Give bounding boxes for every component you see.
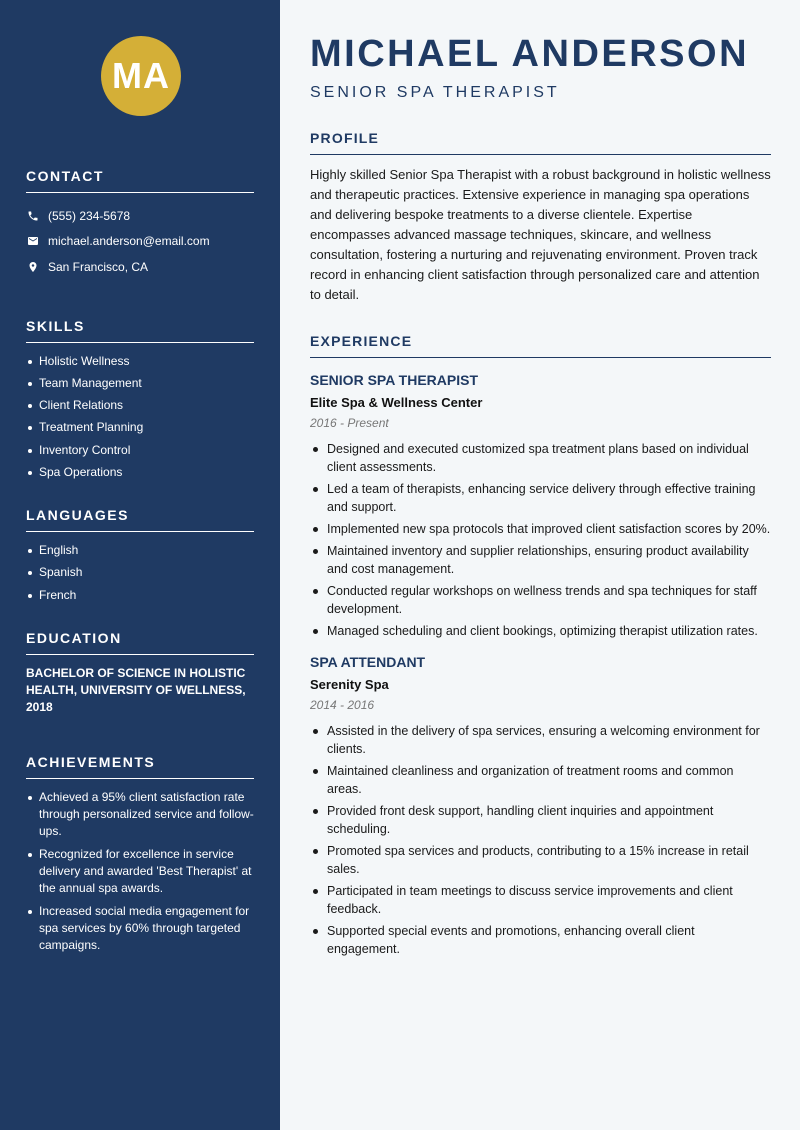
email-icon	[26, 234, 40, 248]
contact-phone	[26, 203, 254, 229]
sidebar	[0, 0, 280, 1130]
job-entry	[310, 654, 771, 958]
achievements-section	[26, 754, 254, 954]
languages-list	[26, 542, 254, 604]
skills-heading: SKILLS	[26, 318, 254, 343]
list-item: Achieved a 95% client satisfaction rate through personalized service and follow-ups.	[26, 789, 254, 840]
list-item: Led a team of therapists, enhancing service delivery through effective training and support.	[310, 480, 771, 516]
avatar-initials: MA	[112, 55, 170, 96]
list-item: Provided front desk support, handling client inquiries and appointment scheduling.	[310, 802, 771, 838]
profile-text: Highly skilled Senior Spa Therapist with a robust background in holistic wellness and therapeutic practices. Extensive experience in managing spa operations and delivering bespoke treatments to a diverse clientele. Expertise encompasses advanced massage techniques, skincare, and wellness consultation, fostering a nurturing and rejuvenating environment. Proven track record in enhancing client satisfaction through personalized care and attention to detail.	[310, 167, 771, 302]
experience-section	[310, 333, 771, 958]
achievements-heading: ACHIEVEMENTS	[26, 754, 254, 779]
company-name: Elite Spa & Wellness Center	[310, 395, 483, 410]
contact-heading: CONTACT	[26, 168, 254, 193]
list-item: Team Management	[26, 375, 254, 392]
email-text[interactable]: michael.anderson@email.com	[48, 234, 210, 249]
education-heading: EDUCATION	[26, 630, 254, 655]
list-item: Treatment Planning	[26, 419, 254, 436]
list-item: Maintained cleanliness and organization of treatment rooms and common areas.	[310, 762, 771, 798]
profile-heading: PROFILE	[310, 130, 771, 155]
list-item: French	[26, 587, 254, 604]
list-item: Holistic Wellness	[26, 353, 254, 370]
list-item: Spa Operations	[26, 464, 254, 481]
contact-section	[26, 168, 254, 280]
job-entry	[310, 372, 771, 640]
job-dates: 2014 - 2016	[310, 698, 375, 712]
list-item: Managed scheduling and client bookings, optimizing therapist utilization rates.	[310, 622, 771, 640]
list-item: Maintained inventory and supplier relationships, ensuring product availability and cost management.	[310, 542, 771, 578]
list-item: Conducted regular workshops on wellness trends and spa techniques for staff development.	[310, 582, 771, 618]
list-item: Participated in team meetings to discuss service improvements and client feedback.	[310, 882, 771, 918]
location-pin-icon	[26, 260, 40, 274]
list-item: Implemented new spa protocols that improved client satisfaction scores by 20%.	[310, 520, 771, 538]
languages-heading: LANGUAGES	[26, 507, 254, 532]
contact-location	[26, 254, 254, 280]
list-item: Designed and executed customized spa treatment plans based on individual client assessments.	[310, 440, 771, 476]
skills-list	[26, 353, 254, 481]
list-item: Client Relations	[26, 397, 254, 414]
list-item: Promoted spa services and products, contributing to a 15% increase in retail sales.	[310, 842, 771, 878]
education-degree: BACHELOR OF SCIENCE IN HOLISTIC HEALTH, UNIVERSITY OF WELLNESS, 2018	[26, 665, 246, 714]
avatar	[101, 36, 181, 116]
main-content	[280, 0, 800, 1130]
location-text: San Francisco, CA	[48, 259, 149, 274]
list-item: Inventory Control	[26, 442, 254, 459]
list-item: English	[26, 542, 254, 559]
job-bullets	[310, 440, 771, 640]
languages-section	[26, 507, 254, 604]
list-item: Recognized for excellence in service delivery and awarded 'Best Therapist' at the annual spa awards.	[26, 846, 254, 897]
job-title: SENIOR SPA THERAPIST	[310, 372, 479, 388]
job-bullets	[310, 722, 771, 958]
job-dates: 2016 - Present	[310, 416, 389, 430]
contact-email	[26, 229, 254, 255]
phone-icon	[26, 209, 40, 223]
achievements-list	[26, 789, 254, 954]
experience-heading: EXPERIENCE	[310, 333, 771, 358]
company-name: Serenity Spa	[310, 677, 389, 692]
skills-section	[26, 318, 254, 481]
list-item: Assisted in the delivery of spa services, ensuring a welcoming environment for clients.	[310, 722, 771, 758]
profile-section	[310, 130, 771, 305]
candidate-title: SENIOR SPA THERAPIST	[310, 84, 560, 101]
job-title: SPA ATTENDANT	[310, 654, 426, 670]
list-item: Spanish	[26, 564, 254, 581]
candidate-name: MICHAEL ANDERSON	[310, 33, 750, 75]
phone-text[interactable]: (555) 234-5678	[48, 208, 131, 223]
list-item: Increased social media engagement for spa services by 60% through targeted campaigns.	[26, 903, 254, 954]
education-section	[26, 630, 254, 716]
list-item: Supported special events and promotions, enhancing overall client engagement.	[310, 922, 771, 958]
